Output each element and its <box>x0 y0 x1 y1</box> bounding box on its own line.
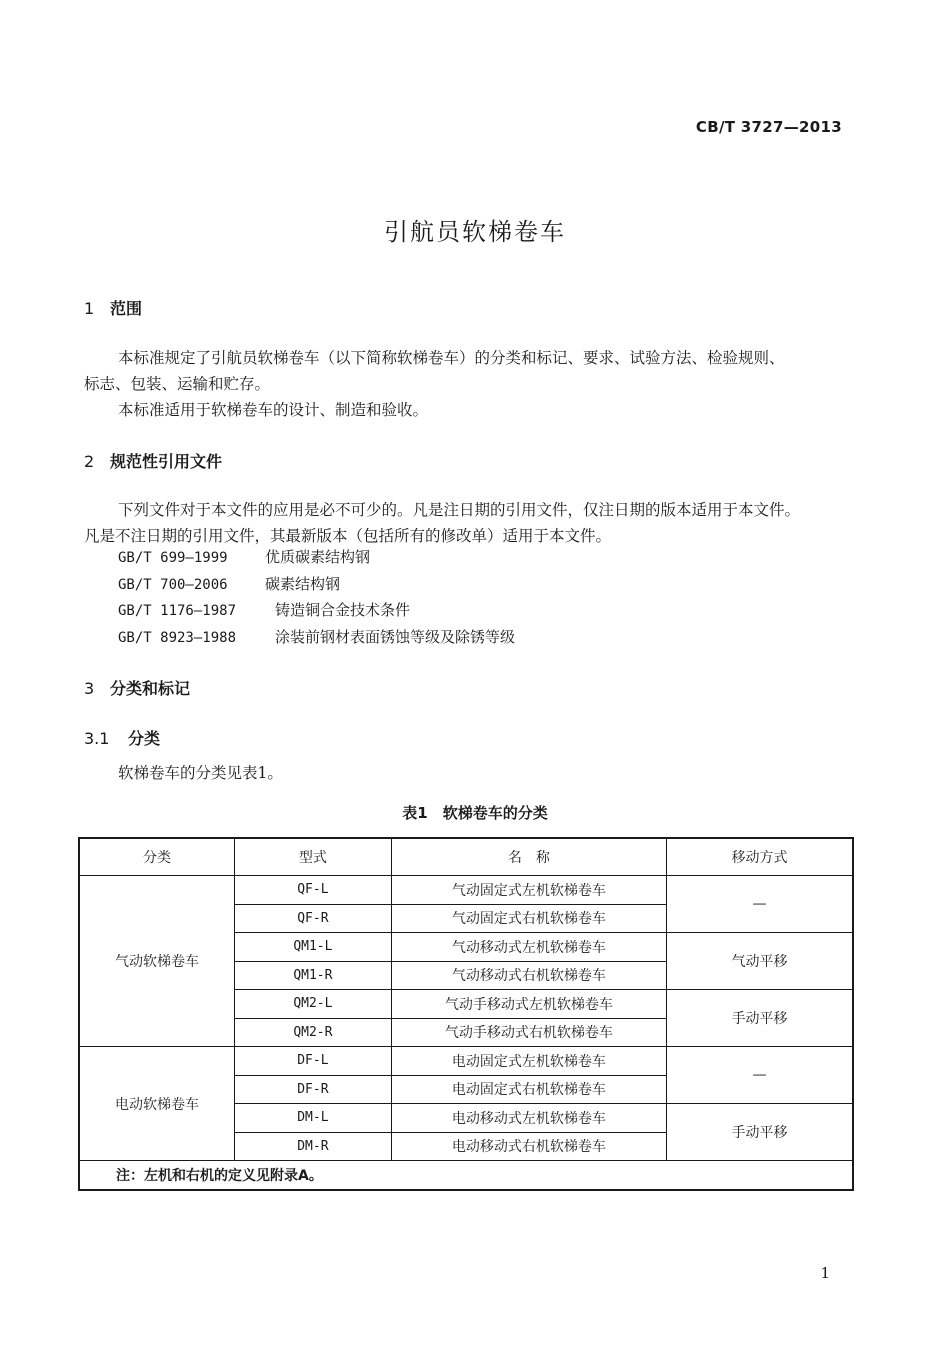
name-cell: 气动移动式左机软梯卷车 <box>391 933 666 962</box>
section-3-number: 3 <box>84 679 95 698</box>
table-row <box>79 876 853 905</box>
model-cell: DF-R <box>235 1075 392 1104</box>
section-1-para-1-line-1: 本标准规定了引航员软梯卷车（以下简称软梯卷车）的分类和标记、要求、试验方法、检验规则、 <box>118 349 785 367</box>
section-1-para-1-line-2: 标志、包装、运输和贮存。 <box>84 375 271 393</box>
model-cell: QM2-R <box>235 1018 392 1047</box>
section-3-1-number: 3.1 <box>84 729 110 748</box>
reference-code: GB/T 700—2006 <box>118 576 228 593</box>
header-model: 型式 <box>235 838 392 876</box>
model-cell: QM2-L <box>235 990 392 1019</box>
reference-title: 涂装前钢材表面锈蚀等级及除锈等级 <box>275 627 516 646</box>
name-cell: 气动固定式左机软梯卷车 <box>391 876 666 905</box>
name-cell: 电动固定式右机软梯卷车 <box>391 1075 666 1104</box>
section-3-1-title: 分类 <box>128 729 161 748</box>
model-cell: QF-L <box>235 876 392 905</box>
model-cell: DM-R <box>235 1132 392 1161</box>
table-row <box>79 1047 853 1076</box>
category-cell: 电动软梯卷车 <box>79 1047 235 1161</box>
reference-list <box>118 545 515 651</box>
section-2-para-line-1: 下列文件对于本文件的应用是必不可少的。凡是注日期的引用文件，仅注日期的版本适用于本文件。 <box>118 501 801 519</box>
name-cell: 电动移动式右机软梯卷车 <box>391 1132 666 1161</box>
model-cell: QM1-L <box>235 933 392 962</box>
section-3-1-text: 软梯卷车的分类见表1。 <box>118 764 283 782</box>
reference-code: GB/T 8923—1988 <box>118 629 237 646</box>
section-1-number: 1 <box>84 299 95 318</box>
section-2-para-line-2: 凡是不注日期的引用文件，其最新版本（包括所有的修改单）适用于本文件。 <box>84 527 612 545</box>
name-cell: 电动移动式左机软梯卷车 <box>391 1104 666 1133</box>
model-cell: QM1-R <box>235 961 392 990</box>
reference-item <box>118 572 515 599</box>
name-cell: 电动固定式左机软梯卷车 <box>391 1047 666 1076</box>
reference-item <box>118 545 515 572</box>
section-2-number: 2 <box>84 452 95 471</box>
movement-cell: 手动平移 <box>666 990 853 1047</box>
section-1-heading <box>84 296 142 319</box>
name-cell: 气动手移动式左机软梯卷车 <box>391 990 666 1019</box>
section-3-1-heading <box>84 726 160 749</box>
name-cell: 气动手移动式右机软梯卷车 <box>391 1018 666 1047</box>
page-number: 1 <box>820 1264 830 1282</box>
reference-title: 碳素结构钢 <box>265 574 341 593</box>
reference-item <box>118 598 515 625</box>
header-category: 分类 <box>79 838 235 876</box>
model-cell: DF-L <box>235 1047 392 1076</box>
standard-code: CB/T 3727—2013 <box>695 118 842 136</box>
table-header-row <box>79 838 853 876</box>
reference-item <box>118 625 515 652</box>
header-movement: 移动方式 <box>666 838 853 876</box>
category-cell: 气动软梯卷车 <box>79 876 235 1047</box>
reference-code: GB/T 1176—1987 <box>118 603 237 619</box>
reference-code: GB/T 699—1999 <box>118 550 228 566</box>
classification-table <box>78 837 854 1191</box>
name-cell: 气动移动式右机软梯卷车 <box>391 961 666 990</box>
movement-cell: — <box>666 1047 853 1104</box>
movement-cell: — <box>666 876 853 933</box>
section-3-heading <box>84 676 190 699</box>
movement-cell: 气动平移 <box>666 933 853 990</box>
reference-title: 优质碳素结构钢 <box>265 548 371 566</box>
reference-title: 铸造铜合金技术条件 <box>275 601 411 619</box>
model-cell: QF-R <box>235 904 392 933</box>
section-3-title: 分类和标记 <box>110 679 191 698</box>
section-2-title: 规范性引用文件 <box>110 452 223 471</box>
section-1-title: 范围 <box>110 299 143 318</box>
section-1-para-2: 本标准适用于软梯卷车的设计、制造和验收。 <box>118 401 429 419</box>
section-2-heading <box>84 449 222 472</box>
table-note-row <box>79 1161 853 1191</box>
table-note: 注：左机和右机的定义见附录A。 <box>79 1161 853 1191</box>
name-cell: 气动固定式右机软梯卷车 <box>391 904 666 933</box>
movement-cell: 手动平移 <box>666 1104 853 1161</box>
model-cell: DM-L <box>235 1104 392 1133</box>
document-title: 引航员软梯卷车 <box>384 218 566 246</box>
header-name: 名 称 <box>391 838 666 876</box>
table-1-caption: 表1 软梯卷车的分类 <box>402 804 548 822</box>
